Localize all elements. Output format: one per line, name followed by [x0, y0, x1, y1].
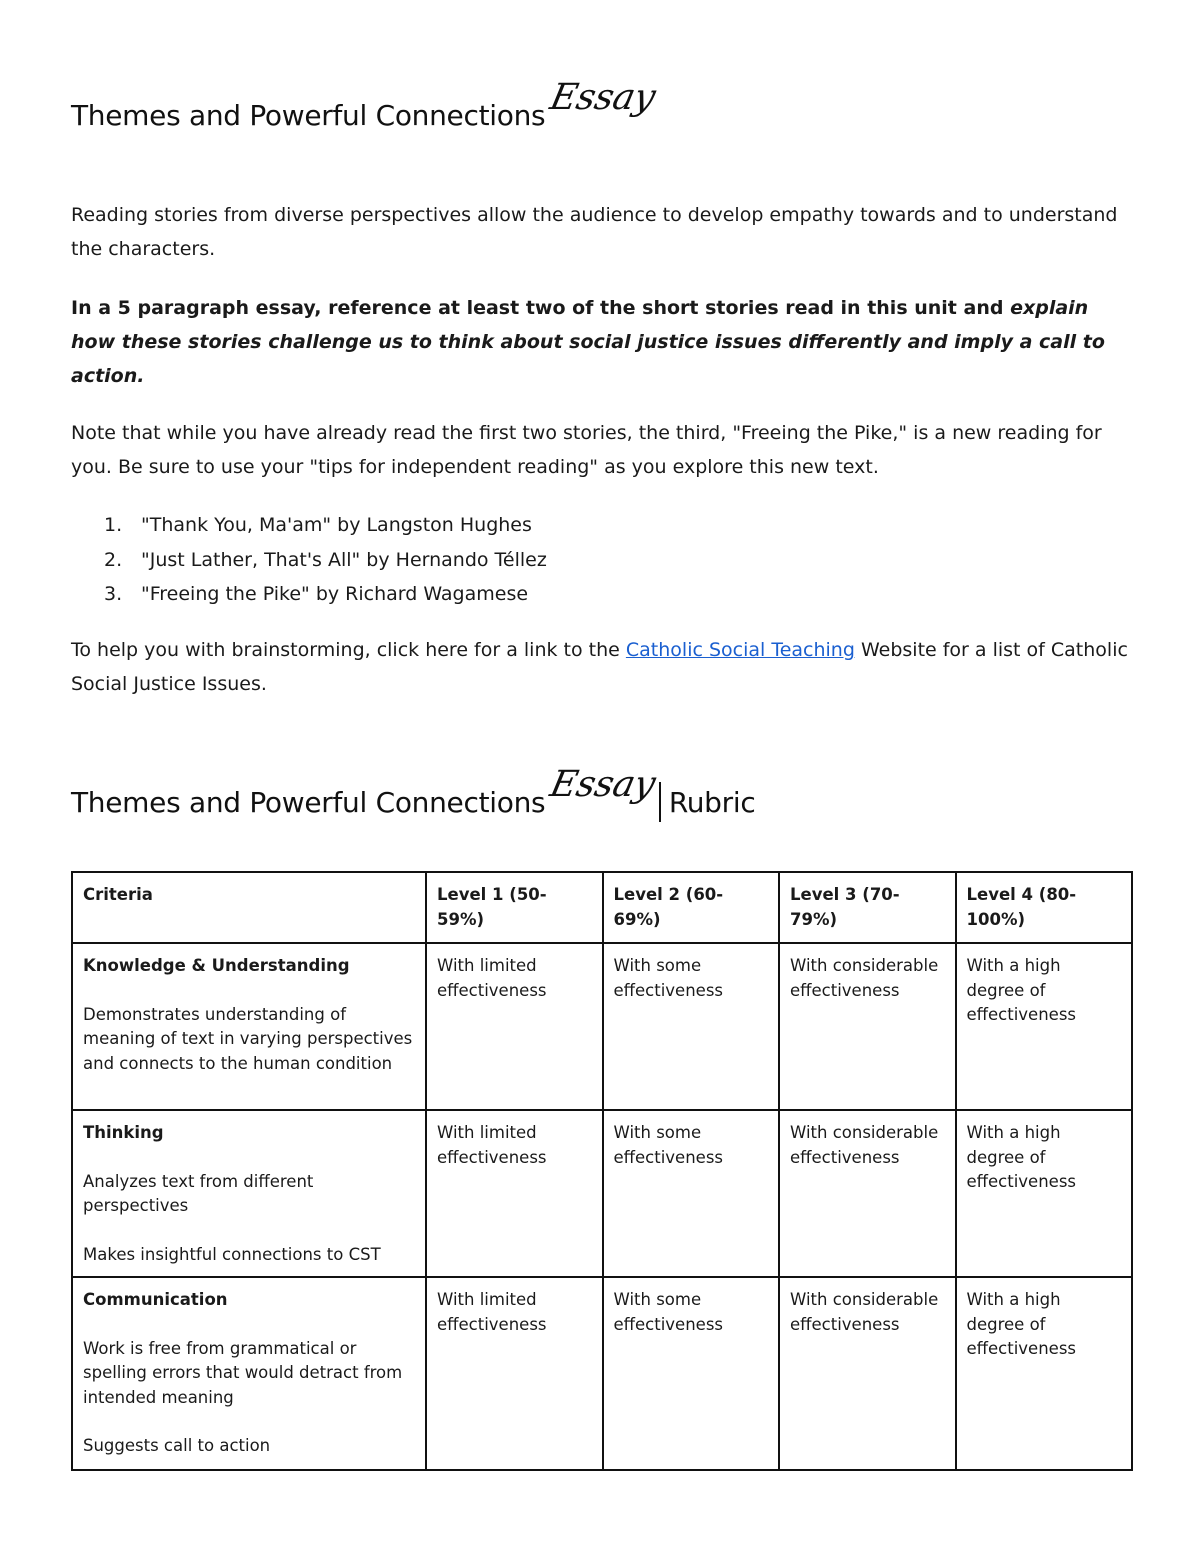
- rubric-title-main: Themes and Powerful Connections: [71, 786, 546, 819]
- story-title: "Freeing the Pike" by Richard Wagamese: [141, 583, 529, 605]
- criterion-title: Thinking: [83, 1123, 164, 1142]
- level-cell: With considerable effectiveness: [779, 1110, 956, 1277]
- list-number: 2.: [104, 548, 123, 571]
- list-item: [71, 508, 547, 543]
- criterion-descriptor: Demonstrates understanding of meaning of text in varying perspectives and connects to the human condition: [83, 1004, 413, 1073]
- prompt-bold-text: In a 5 paragraph essay, reference at least two of the short stories read in this unit and: [71, 297, 1011, 319]
- criterion-title: Communication: [83, 1290, 228, 1309]
- table-row: [72, 943, 1132, 1110]
- criterion-cell: [72, 943, 426, 1110]
- title-main-text: Themes and Powerful Connections: [71, 99, 546, 132]
- story-title: "Just Lather, That's All" by Hernando Téllez: [141, 548, 547, 571]
- prompt-paragraph: [71, 291, 1131, 393]
- note-paragraph: Note that while you have already read the first two stories, the third, "Freeing the Pike," is a new reading for you. Be sure to use your "tips for independent reading" as you explore this new text.: [71, 422, 1102, 478]
- table-row: [72, 1277, 1132, 1470]
- criterion-cell: [72, 1110, 426, 1277]
- criterion-descriptor: Work is free from grammatical or spelling errors that would detract from intended meaning: [83, 1338, 403, 1407]
- list-item: [71, 543, 547, 578]
- help-text-before: To help you with brainstorming, click here for a link to the: [71, 639, 626, 661]
- table-row: [72, 1110, 1132, 1277]
- cst-website-link[interactable]: Catholic Social Teaching: [625, 639, 855, 661]
- header-level-4: Level 4 (80-100%): [956, 872, 1133, 943]
- header-level-3: Level 3 (70-79%): [779, 872, 956, 943]
- list-number: 3.: [104, 583, 123, 605]
- level-cell: With limited effectiveness: [426, 1277, 603, 1470]
- criterion-descriptor: Analyzes text from different perspectives: [83, 1171, 314, 1215]
- rubric-table: [71, 871, 1133, 1471]
- story-title: "Thank You, Ma'am" by Langston Hughes: [141, 514, 532, 536]
- level-cell: With some effectiveness: [603, 943, 780, 1110]
- header-criteria: Criteria: [72, 872, 426, 943]
- help-text-after: Website for a list of Catholic Social Justice Issues.: [71, 639, 1128, 695]
- rubric-title: [71, 764, 756, 822]
- rubric-header-row: [72, 872, 1132, 943]
- story-list: [71, 508, 547, 612]
- criterion-descriptor: Suggests call to action: [83, 1436, 271, 1455]
- level-cell: With a high degree of effectiveness: [956, 1110, 1133, 1277]
- level-cell: With considerable effectiveness: [779, 943, 956, 1110]
- level-cell: With some effectiveness: [603, 1277, 780, 1470]
- title-script-text: Essay: [546, 77, 660, 118]
- rubric-title-suffix: Rubric: [668, 786, 756, 819]
- header-level-2: Level 2 (60-69%): [603, 872, 780, 943]
- intro-paragraph: Reading stories from diverse perspectives allow the audience to develop empathy towards and to understand the characters.: [71, 204, 1118, 260]
- header-level-1: Level 1 (50-59%): [426, 872, 603, 943]
- list-item: [71, 577, 547, 612]
- level-cell: With a high degree of effectiveness: [956, 1277, 1133, 1470]
- title-divider: [659, 782, 661, 822]
- list-number: 1.: [104, 514, 123, 536]
- level-cell: With a high degree of effectiveness: [956, 943, 1133, 1110]
- level-cell: With limited effectiveness: [426, 1110, 603, 1277]
- rubric-title-script: Essay: [546, 764, 660, 805]
- level-cell: With some effectiveness: [603, 1110, 780, 1277]
- criterion-title: Knowledge & Understanding: [83, 956, 350, 975]
- page-title: [71, 77, 660, 134]
- level-cell: With limited effectiveness: [426, 943, 603, 1110]
- prompt-bold-italic-text: explain how these stories challenge us to think about social justice issues differently and imply a call to action.: [71, 297, 1105, 387]
- criterion-cell: [72, 1277, 426, 1470]
- help-paragraph: [71, 633, 1131, 701]
- level-cell: With considerable effectiveness: [779, 1277, 956, 1470]
- criterion-descriptor: Makes insightful connections to CST: [83, 1244, 381, 1264]
